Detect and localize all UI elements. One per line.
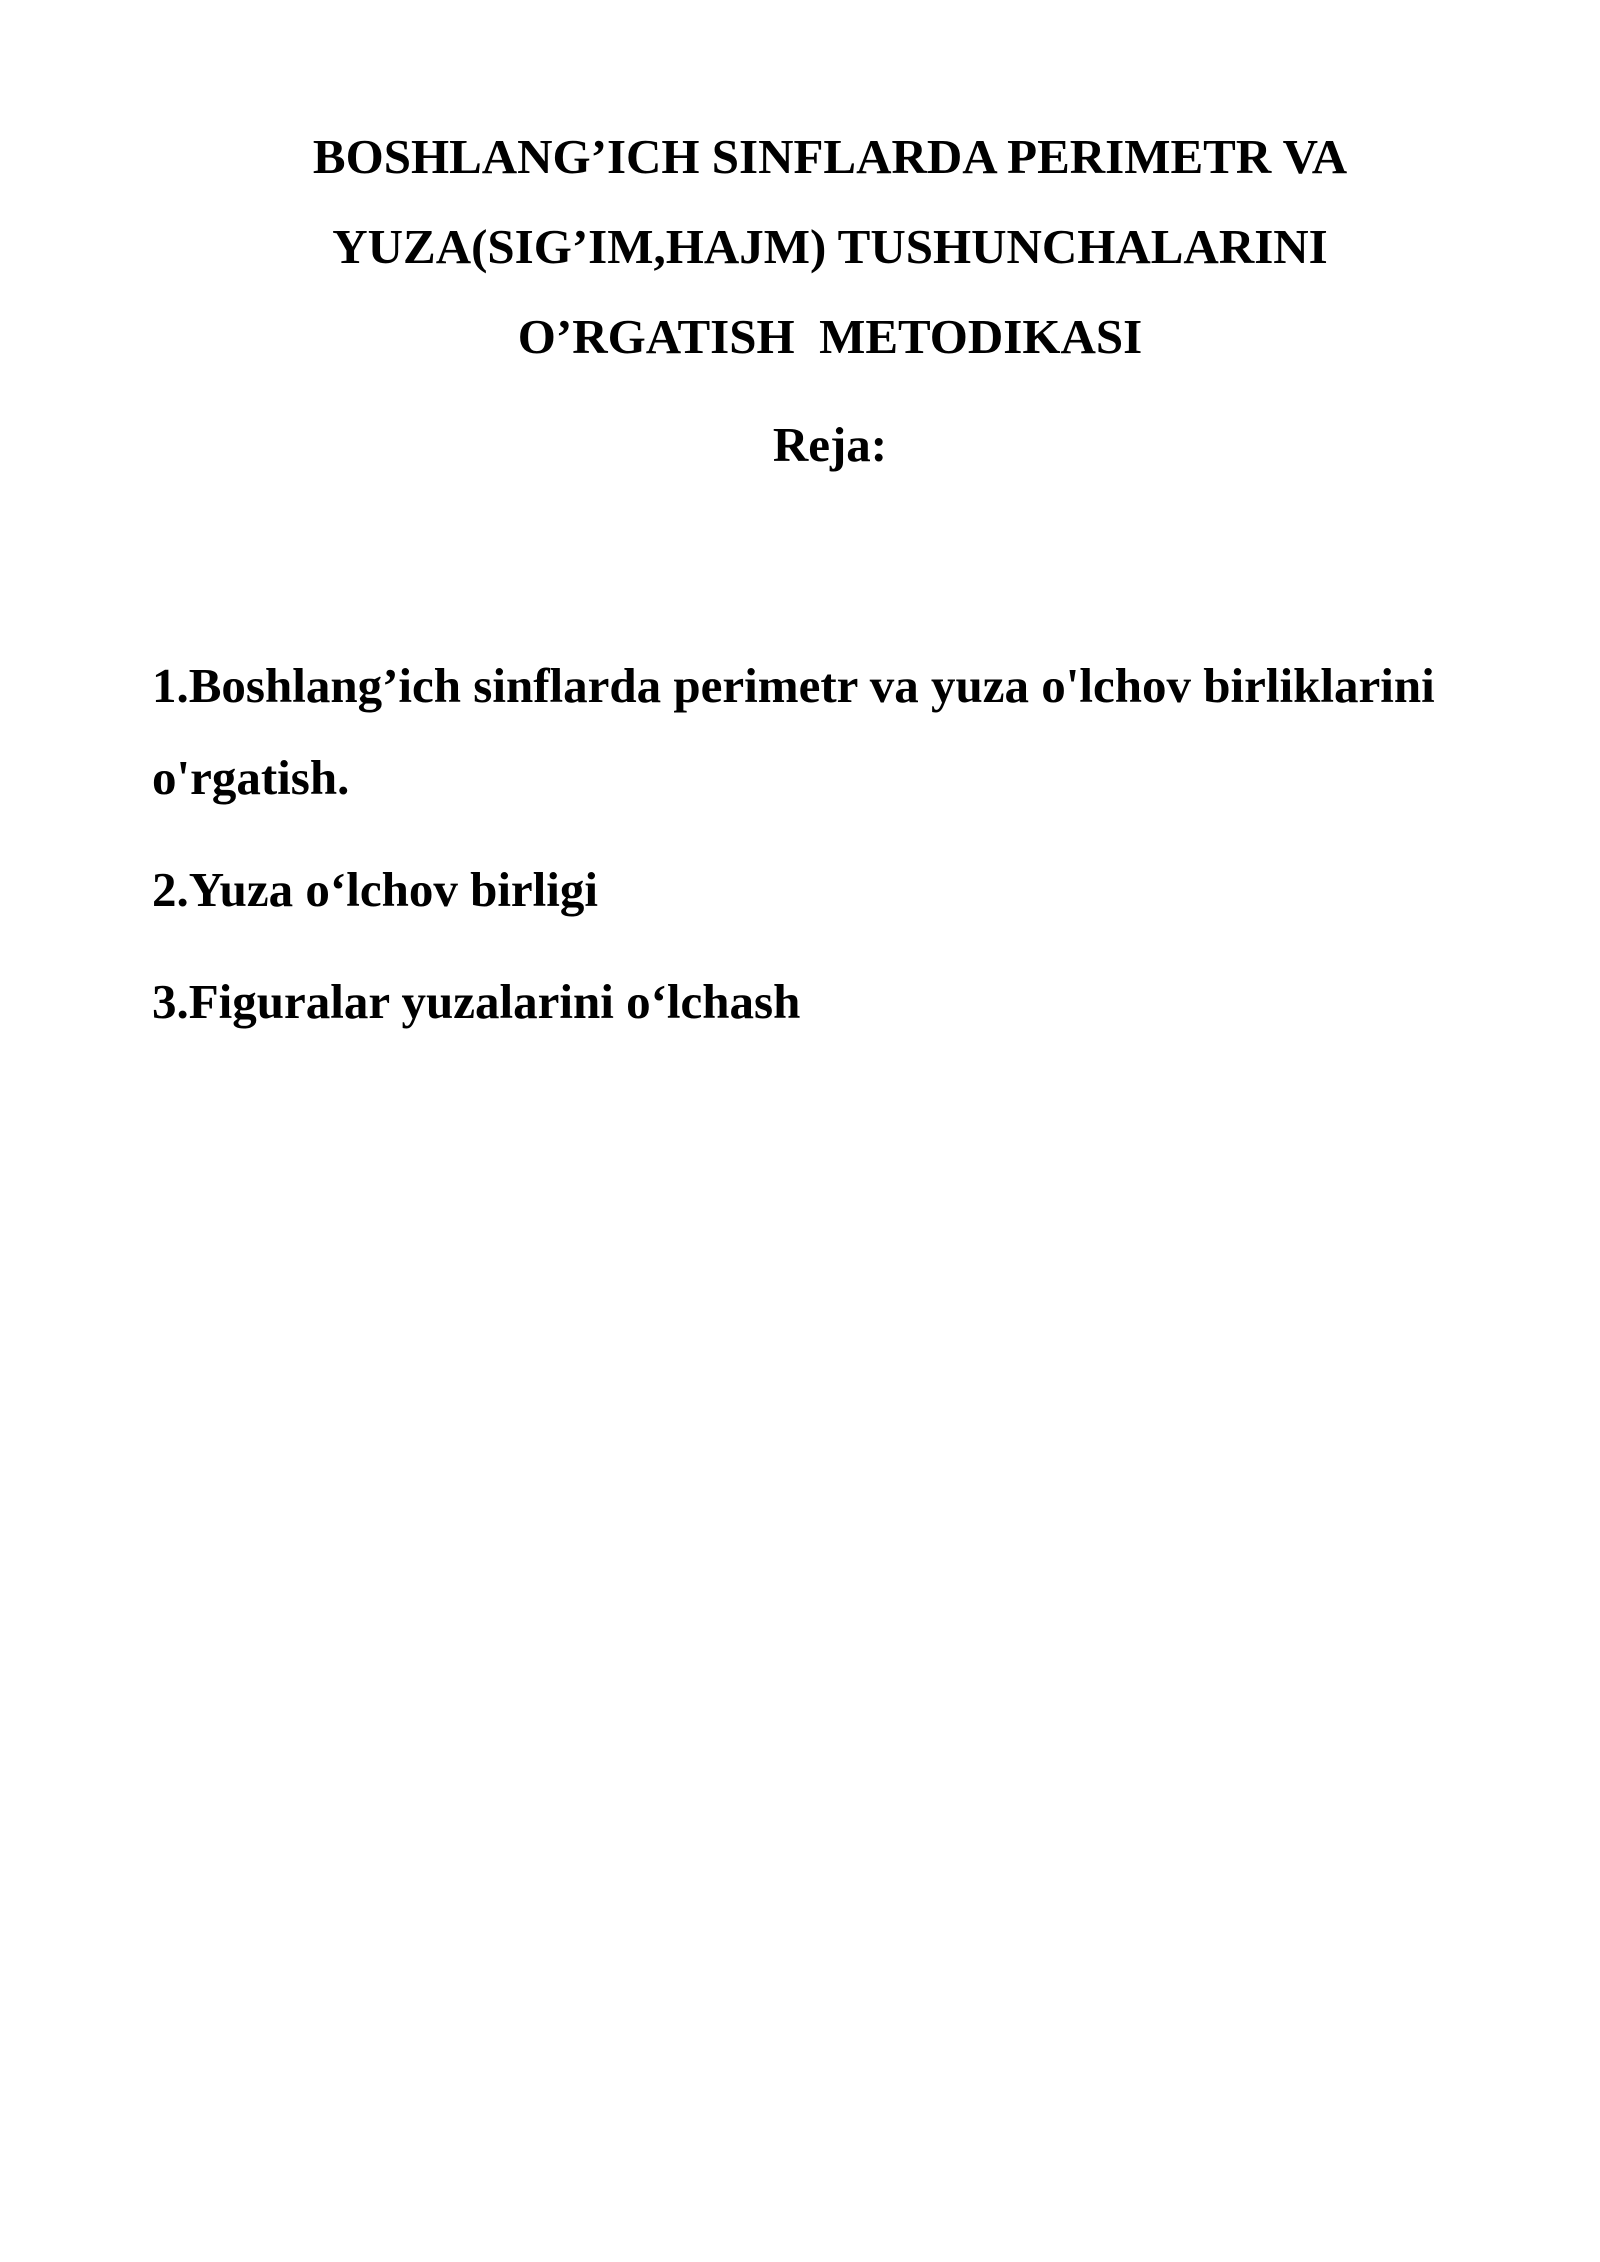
title-line: O’RGATISH METODIKASI: [517, 309, 1143, 364]
title-line: BOSHLANG’ICH SINFLARDA PERIMETR VA: [312, 129, 1348, 184]
plan-list: [152, 640, 1442, 1068]
plan-heading: Reja:: [772, 417, 888, 472]
plan-item: 2.Yuza o‘lchov birligi: [152, 862, 599, 917]
title-line: YUZA(SIG’IM,HAJM) TUSHUNCHALARINI: [332, 219, 1328, 274]
document-title: [200, 112, 1460, 382]
plan-item: 1.Boshlang’ich sinflarda perimetr va yuza o'lchov birliklarini o'rgatish.: [152, 658, 1435, 805]
plan-item: 3.Figuralar yuzalarini o‘lchash: [152, 974, 801, 1029]
